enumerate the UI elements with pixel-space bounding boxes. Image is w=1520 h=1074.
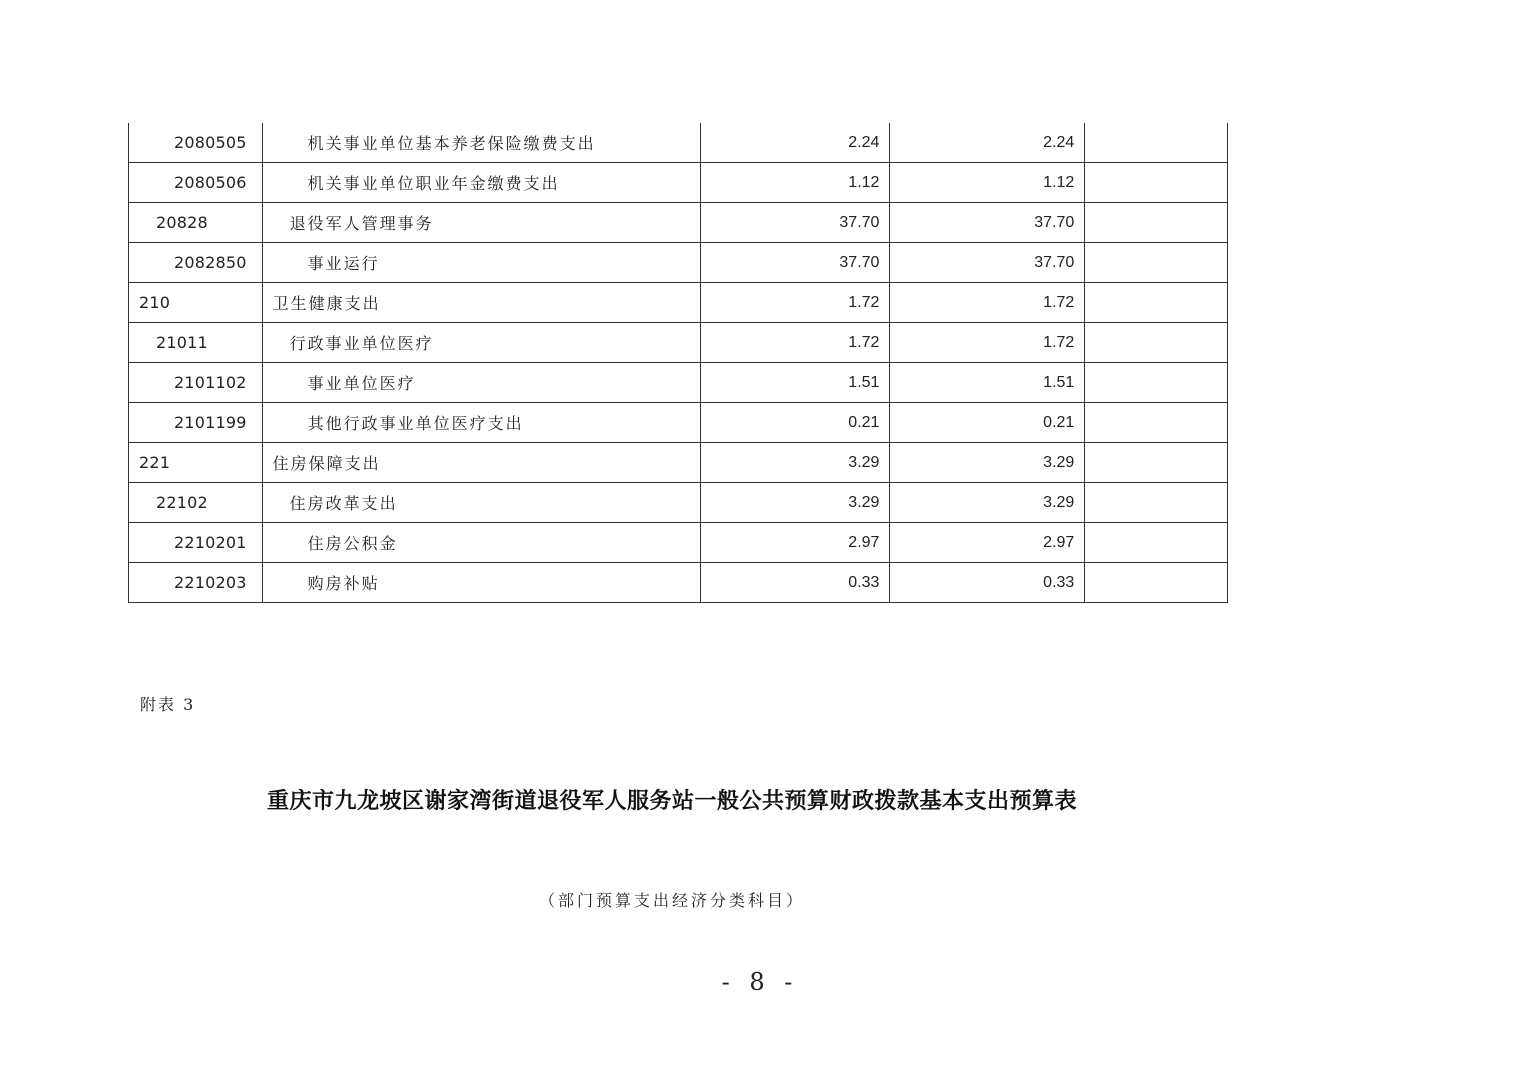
row-name-cell: 住房公积金 bbox=[262, 523, 700, 563]
row-project-cell bbox=[1085, 203, 1228, 243]
row-code-cell: 20828 bbox=[129, 203, 263, 243]
row-code-cell: 221 bbox=[129, 443, 263, 483]
row-basic-cell: 3.29 bbox=[890, 443, 1085, 483]
row-name-cell: 卫生健康支出 bbox=[262, 283, 700, 323]
row-name-cell: 住房改革支出 bbox=[262, 483, 700, 523]
row-basic-cell: 37.70 bbox=[890, 203, 1085, 243]
row-code-cell: 210 bbox=[129, 283, 263, 323]
row-project-cell bbox=[1085, 443, 1228, 483]
table-row bbox=[129, 163, 1228, 203]
row-name-cell: 住房保障支出 bbox=[262, 443, 700, 483]
row-code-cell: 2210203 bbox=[129, 563, 263, 603]
row-total-cell: 1.12 bbox=[700, 163, 890, 203]
row-total-cell: 1.51 bbox=[700, 363, 890, 403]
row-name-cell: 机关事业单位基本养老保险缴费支出 bbox=[262, 123, 700, 163]
row-name-cell: 行政事业单位医疗 bbox=[262, 323, 700, 363]
row-total-cell: 37.70 bbox=[700, 243, 890, 283]
row-basic-cell: 3.29 bbox=[890, 483, 1085, 523]
row-name-cell: 其他行政事业单位医疗支出 bbox=[262, 403, 700, 443]
attachment-label: 附表 3 bbox=[140, 695, 196, 714]
row-project-cell bbox=[1085, 483, 1228, 523]
row-code-cell: 2101199 bbox=[129, 403, 263, 443]
table-row bbox=[129, 563, 1228, 603]
row-code-cell: 2080505 bbox=[129, 123, 263, 163]
document-title: 重庆市九龙坡区谢家湾街道退役军人服务站一般公共预算财政拨款基本支出预算表 bbox=[266, 788, 1077, 814]
row-total-cell: 2.97 bbox=[700, 523, 890, 563]
row-basic-cell: 2.97 bbox=[890, 523, 1085, 563]
row-project-cell bbox=[1085, 323, 1228, 363]
table-row bbox=[129, 483, 1228, 523]
row-name-cell: 机关事业单位职业年金缴费支出 bbox=[262, 163, 700, 203]
row-project-cell bbox=[1085, 123, 1228, 163]
row-project-cell bbox=[1085, 403, 1228, 443]
row-name-cell: 事业运行 bbox=[262, 243, 700, 283]
table-body bbox=[129, 123, 1228, 603]
row-project-cell bbox=[1085, 563, 1228, 603]
row-code-cell: 2082850 bbox=[129, 243, 263, 283]
row-basic-cell: 0.21 bbox=[890, 403, 1085, 443]
page-number: - 8 - bbox=[721, 968, 799, 996]
row-basic-cell: 1.51 bbox=[890, 363, 1085, 403]
row-code-cell: 2210201 bbox=[129, 523, 263, 563]
budget-table bbox=[128, 123, 1228, 603]
row-total-cell: 0.21 bbox=[700, 403, 890, 443]
row-project-cell bbox=[1085, 243, 1228, 283]
table-row bbox=[129, 123, 1228, 163]
table-row bbox=[129, 203, 1228, 243]
table-row bbox=[129, 363, 1228, 403]
row-code-cell: 2080506 bbox=[129, 163, 263, 203]
table-row bbox=[129, 323, 1228, 363]
table-row bbox=[129, 243, 1228, 283]
table-row bbox=[129, 403, 1228, 443]
row-name-cell: 购房补贴 bbox=[262, 563, 700, 603]
row-total-cell: 1.72 bbox=[700, 283, 890, 323]
table-row bbox=[129, 283, 1228, 323]
table-row bbox=[129, 443, 1228, 483]
row-total-cell: 3.29 bbox=[700, 483, 890, 523]
row-code-cell: 21011 bbox=[129, 323, 263, 363]
row-total-cell: 3.29 bbox=[700, 443, 890, 483]
row-project-cell bbox=[1085, 363, 1228, 403]
row-name-cell: 事业单位医疗 bbox=[262, 363, 700, 403]
row-total-cell: 1.72 bbox=[700, 323, 890, 363]
row-project-cell bbox=[1085, 283, 1228, 323]
row-total-cell: 37.70 bbox=[700, 203, 890, 243]
row-code-cell: 2101102 bbox=[129, 363, 263, 403]
row-total-cell: 0.33 bbox=[700, 563, 890, 603]
row-basic-cell: 1.12 bbox=[890, 163, 1085, 203]
row-project-cell bbox=[1085, 163, 1228, 203]
row-basic-cell: 0.33 bbox=[890, 563, 1085, 603]
row-basic-cell: 1.72 bbox=[890, 283, 1085, 323]
row-name-cell: 退役军人管理事务 bbox=[262, 203, 700, 243]
row-code-cell: 22102 bbox=[129, 483, 263, 523]
table-row bbox=[129, 523, 1228, 563]
row-basic-cell: 2.24 bbox=[890, 123, 1085, 163]
row-total-cell: 2.24 bbox=[700, 123, 890, 163]
row-basic-cell: 1.72 bbox=[890, 323, 1085, 363]
document-subtitle: （部门预算支出经济分类科目） bbox=[538, 891, 805, 910]
row-basic-cell: 37.70 bbox=[890, 243, 1085, 283]
row-project-cell bbox=[1085, 523, 1228, 563]
